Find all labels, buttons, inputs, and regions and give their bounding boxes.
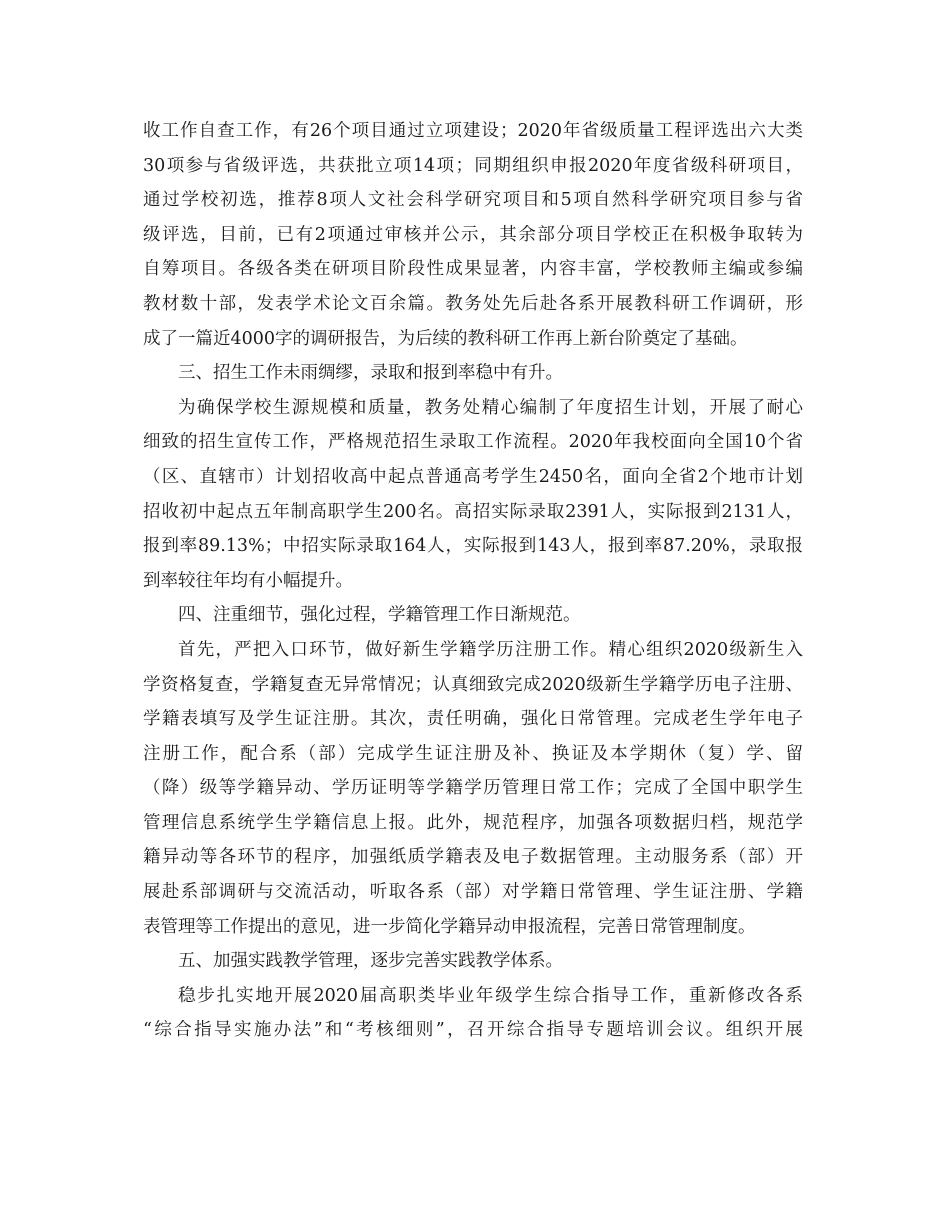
text-line: 学籍表填写及学生证注册。其次，责任明确，强化日常管理。完成老生学年电子: [143, 709, 803, 730]
paragraph-first-line: 三、招生工作未雨绸缪，录取和报到率稳中有升。: [178, 363, 563, 384]
text-line: 成了一篇近4000字的调研报告，为后续的教科研工作再上新台阶奠定了基础。: [143, 328, 748, 349]
paragraph-first-line: 首先，严把入口环节，做好新生学籍学历注册工作。精心组织2020级新生入: [178, 639, 803, 660]
text-line: 通过学校初选，推荐8项人文社会科学研究项目和5项自然科学研究项目参与省: [143, 190, 803, 211]
text-line: 展赴系部调研与交流活动，听取各系（部）对学籍日常管理、学生证注册、学籍: [143, 882, 803, 903]
text-line: 细致的招生宣传工作，严格规范招生录取工作流程。2020年我校面向全国10个省: [143, 432, 803, 453]
paragraph-first-line: 四、注重细节，强化过程，学籍管理工作日渐规范。: [178, 605, 581, 626]
paragraph-first-line: 五、加强实践教学管理，逐步完善实践教学体系。: [178, 951, 563, 972]
text-line: 报到率89.13%；中招实际录取164人，实际报到143人，报到率87.20%，录取报: [143, 536, 803, 557]
text-line: “综合指导实施办法”和“考核细则”，召开综合指导专题培训会议。组织开展: [143, 1020, 803, 1041]
text-line: 收工作自查工作，有26个项目通过立项建设；2020年省级质量工程评选出六大类: [143, 121, 803, 141]
text-line: 管理信息系统学生学籍信息上报。此外，规范程序，加强各项数据归档，规范学: [143, 812, 803, 833]
text-line: （区、直辖市）计划招收高中起点普通高考学生2450名，面向全省2个地市计划: [143, 466, 803, 487]
text-line: 籍异动等各环节的程序，加强纸质学籍表及电子数据管理。主动服务系（部）开: [143, 847, 803, 868]
text-line: 教材数十部，发表学术论文百余篇。教务处先后赴各系开展教科研工作调研，形: [143, 293, 803, 314]
paragraph-first-line: 稳步扎实地开展2020届高职类毕业年级学生综合指导工作，重新修改各系: [178, 985, 803, 1006]
text-line: （降）级等学籍异动、学历证明等学籍学历管理日常工作；完成了全国中职学生: [143, 778, 803, 799]
text-line: 学资格复查，学籍复查无异常情况；认真细致完成2020级新生学籍学历电子注册、: [143, 674, 803, 695]
paragraph-first-line: 为确保学校生源规模和质量，教务处精心编制了年度招生计划，开展了耐心: [178, 397, 803, 418]
text-line: 级评选，目前，已有2项通过审核并公示，其余部分项目学校正在积极争取转为: [143, 224, 803, 245]
text-line: 自筹项目。各级各类在研项目阶段性成果显著，内容丰富，学校教师主编或参编: [143, 259, 803, 280]
text-line: 30项参与省级评选，共获批立项14项；同期组织申报2020年度省级科研项目，: [143, 155, 803, 176]
text-line: 招收初中起点五年制高职学生200名。高招实际录取2391人，实际报到2131人，: [143, 501, 803, 522]
text-line: 表管理等工作提出的意见，进一步简化学籍异动申报流程，完善日常管理制度。: [143, 916, 756, 937]
document-body: [143, 114, 803, 1048]
text-line: 注册工作，配合系（部）完成学生证注册及补、换证及本学期休（复）学、留: [143, 743, 803, 764]
text-line: 到率较往年均有小幅提升。: [143, 570, 353, 591]
